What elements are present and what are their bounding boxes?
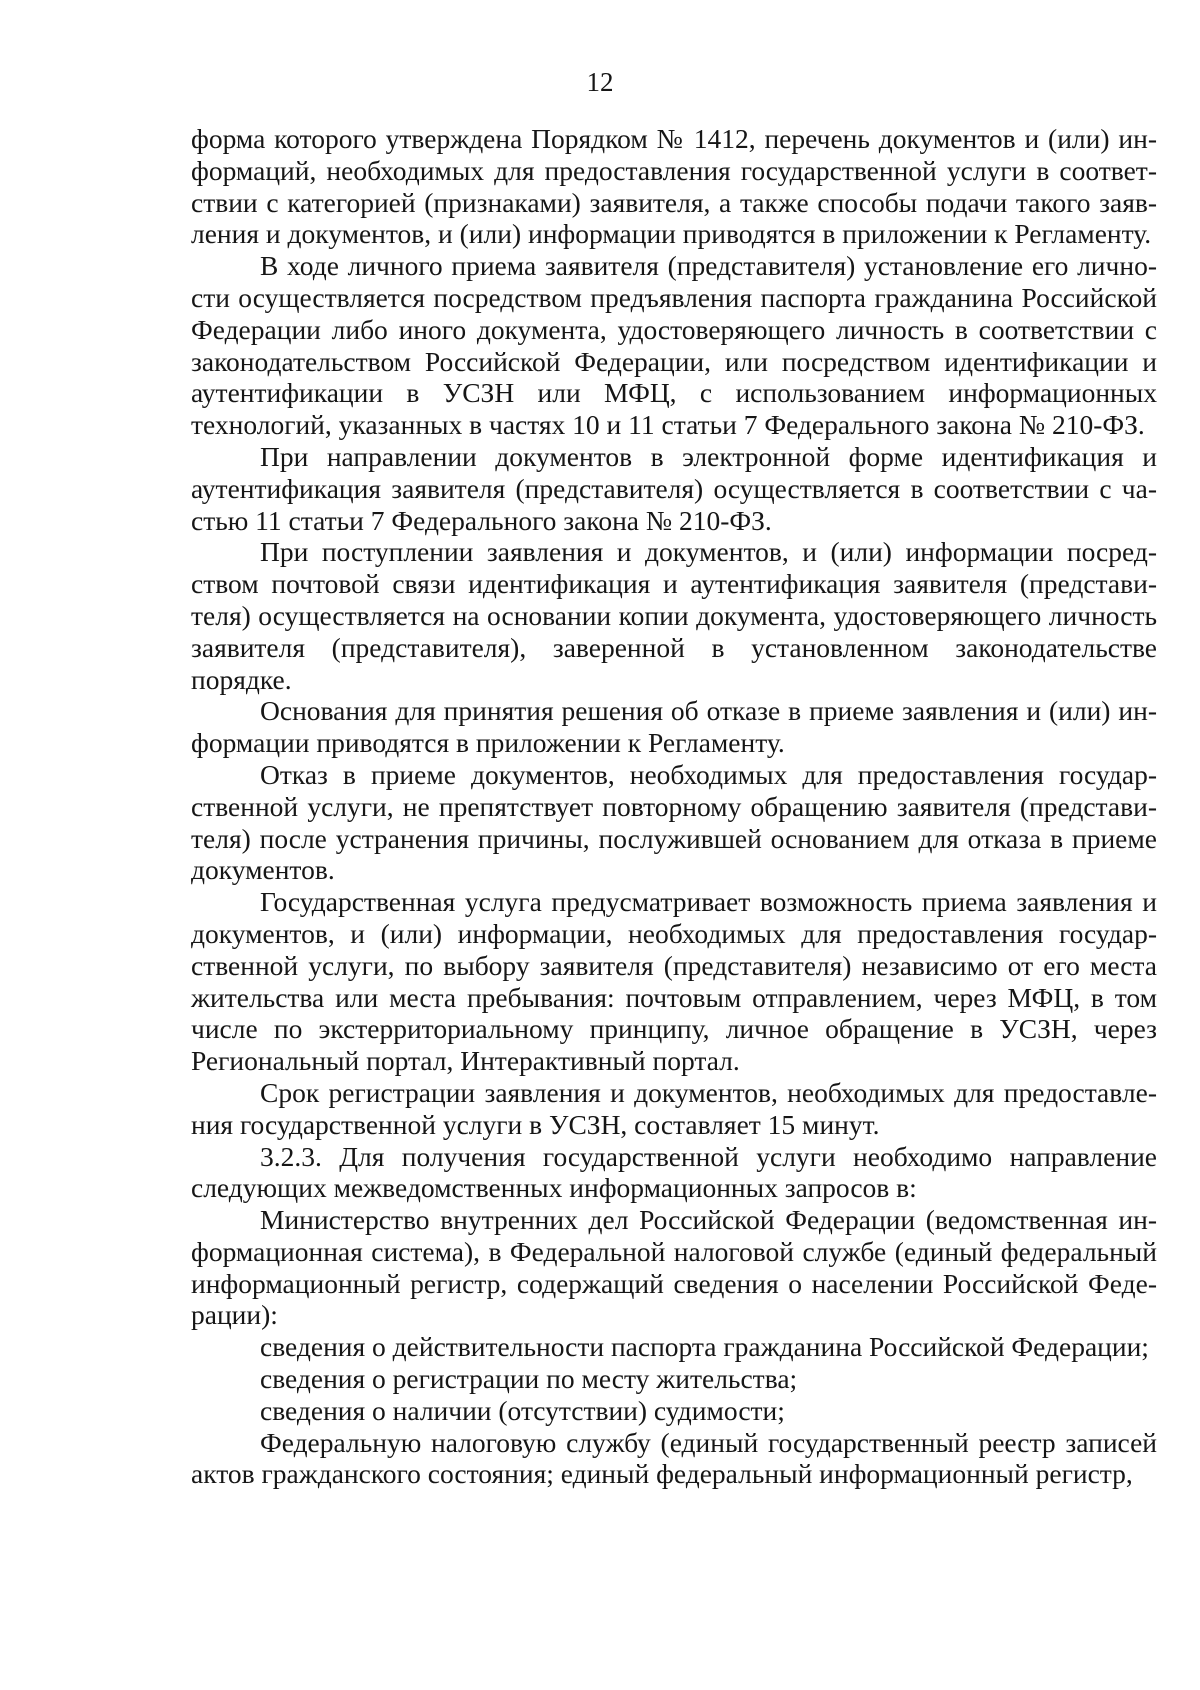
paragraph-3: При направлении документов в электронной форме идентификация и аутентификация заявителя (представителя) осуществляется в соответствии с частью 11 статьи 7 Федерального закона № 210-ФЗ. (191, 440, 1157, 536)
paragraph-5: Основания для принятия решения об отказе в приеме заявления и (или) информации приводятся в приложении к Регламенту. (191, 695, 1157, 759)
paragraph-2: В ходе личного приема заявителя (представителя) установление его личности осуществляется посредством предъявления паспорта гражданина Российской Федерации либо иного документа, удостоверяющего личность в соответствии с законодательством Российской Федерации, или посредством идентификации и аутентификации в УСЗН или МФЦ, с использованием информационных технологий, указанных в частях 10 и 11 статьи 7 Федерального закона № 210-ФЗ. (191, 250, 1157, 441)
paragraph-9: 3.2.3. Для получения государственной услуги необходимо направление следующих межведомственных информационных запросов в: (191, 1140, 1157, 1204)
paragraph-14: Федеральную налоговую службу (единый государственный реестр записей актов гражданского состояния; единый федеральный информационный регистр, (191, 1426, 1157, 1490)
paragraph-1: форма которого утверждена Порядком № 1412, перечень документов и (или) информаций, необходимых для предоставления государственной услуги в соответствии с категорией (признаками) заявителя, а также способы подачи такого заявления и документов, и (или) информации приводятся в приложении к Регламенту. (191, 123, 1157, 250)
paragraph-7: Государственная услуга предусматривает возможность приема заявления и документов, и (или) информации, необходимых для предоставления государственной услуги, по выбору заявителя (представителя) независимо от его места жительства или места пребывания: почтовым отправлением, через МФЦ, в том числе по экстерриториальному принципу, личное обращение в УСЗН, через Региональный портал, Интерактивный портал. (191, 886, 1157, 1077)
paragraph-13: сведения о наличии (отсутствии) судимости; (260, 1394, 785, 1426)
document-body (191, 123, 1157, 1490)
paragraph-10: Министерство внутренних дел Российской Федерации (ведомственная информационная система), в Федеральной налоговой службе (единый федеральный информационный регистр, содержащий сведения о населении Российской Федерации): (191, 1204, 1157, 1331)
paragraph-11: сведения о действительности паспорта гражданина Российской Федерации; (260, 1331, 1149, 1363)
paragraph-4: При поступлении заявления и документов, и (или) информации посредством почтовой связи идентификация и аутентификация заявителя (представителя) осуществляется на основании копии документа, удостоверяющего личность заявителя (представителя), заверенной в установленном законодательстве порядке. (191, 536, 1157, 695)
paragraph-6: Отказ в приеме документов, необходимых для предоставления государственной услуги, не препятствует повторному обращению заявителя (представителя) после устранения причины, послужившей основанием для отказа в приеме документов. (191, 758, 1157, 886)
paragraph-8: Срок регистрации заявления и документов, необходимых для предоставления государственной услуги в УСЗН, составляет 15 минут. (191, 1076, 1157, 1140)
page-number: 12 (586, 67, 614, 97)
paragraph-12: сведения о регистрации по месту жительства; (260, 1363, 798, 1395)
